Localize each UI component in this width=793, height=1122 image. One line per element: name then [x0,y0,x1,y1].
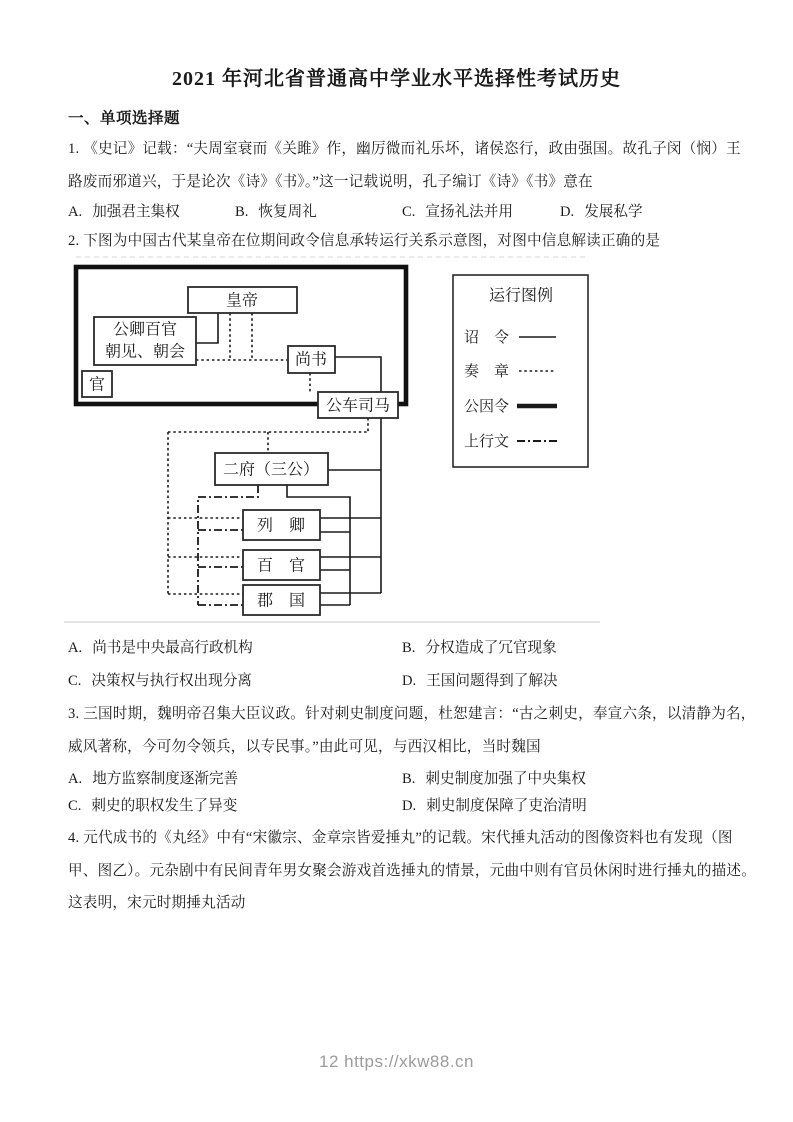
option-label: B. [402,640,416,656]
legend-title: 运行图例 [488,287,554,305]
option-text: 刺史制度加强了中央集权 [425,771,586,787]
q3-option-c [68,795,237,817]
option-text: 刺史制度保障了吏治清明 [426,798,587,814]
q3-option-a [68,768,238,790]
q3-line-1: 3. 三国时期，魏明帝召集大臣议政。针对刺史制度问题，杜恕建言：“古之刺史，奉宣六条，以清静为名， [68,706,756,722]
page-title: 2021 年河北省普通高中学业水平选择性考试历史 [172,68,621,90]
option-label: D. [560,204,575,220]
q4-line-3: 这表明，宋元时期捶丸活动 [68,895,246,911]
legend-item-zhaoling: 诏 令 [464,330,510,346]
node-junguo-label: 郡 国 [256,592,306,610]
q1-option-d [560,201,643,223]
q4-line-1: 4. 元代成书的《丸经》中有“宋徽宗、金章宗皆爱捶丸”的记载。宋代捶丸活动的图像资料也有发现（图 [68,830,733,846]
option-label: A. [68,771,83,787]
q2-option-b [402,637,557,659]
q1-line-2: 路废而邪道兴，于是论次《诗》《书》。”这一记载说明，孔子编订《诗》《书》意在 [68,174,593,190]
q1-line-1: 1. 《史记》记载：“夫周室衰而《关雎》作，幽厉微而礼乐坏，诸侯恣行，政由强国。故孔子闵（悯）王 [68,141,741,157]
option-text: 尚书是中央最高行政机构 [92,640,253,656]
option-text: 加强君主集权 [92,204,180,220]
q1-option-c [402,201,513,223]
edge-emperor-to-court [196,313,218,343]
node-guan-label: 官 [88,376,106,394]
node-shangshu-label: 尚书 [294,351,328,369]
page-footer: 12 https://xkw88.cn [318,1052,475,1071]
node-baiguan-label: 百 官 [256,557,306,575]
q1-option-b [235,201,317,223]
q2-option-d [402,670,558,692]
q3-option-b [402,768,586,790]
option-text: 宣扬礼法并用 [425,204,513,220]
option-label: D. [402,798,417,814]
q2-option-a [68,637,253,659]
node-gongche-label: 公车司马 [325,397,391,415]
option-text: 发展私学 [584,204,643,220]
node-court-label-line2: 朝见、朝会 [104,343,186,361]
option-text: 王国问题得到了解决 [426,673,558,689]
option-text: 分权造成了冗官现象 [425,640,557,656]
option-text: 恢复周礼 [258,204,317,220]
q2-option-c [68,670,252,692]
option-label: D. [402,673,417,689]
node-court-label-line1: 公卿百官 [112,321,178,339]
diagram-legend [453,275,588,467]
q2-stem: 2. 下图为中国古代某皇帝在位期间政令信息承转运行关系示意图，对图中信息解读正确的是 [68,233,661,249]
q4-line-2: 甲、图乙）。元杂剧中有民间青年男女聚会游戏首选捶丸的情景，元曲中则有官员休闲时进行捶丸的描述。 [68,863,757,879]
option-text: 地方监察制度逐渐完善 [92,771,239,787]
legend-item-zouzhang: 奏 章 [464,364,510,380]
q1-option-a [68,201,180,223]
q3-line-2: 威风著称，今可勿令领兵，以专民事。”由此可见，与西汉相比，当时魏国 [68,739,541,755]
option-text: 刺史的职权发生了异变 [91,798,238,814]
option-text: 决策权与执行权出现分离 [91,673,252,689]
node-emperor-label: 皇帝 [225,292,259,310]
legend-item-gongyinling: 公因令 [464,399,510,415]
option-label: C. [402,204,416,220]
option-label: A. [68,204,83,220]
option-label: B. [235,204,249,220]
option-label: A. [68,640,83,656]
node-lieqing-label: 列 卿 [256,517,306,535]
edge-shangshu-to-gongche [335,357,381,392]
section-heading: 一、单项选择题 [68,110,181,127]
legend-item-shangxingwen: 上行文 [464,434,510,450]
option-label: C. [68,798,82,814]
option-label: B. [402,771,416,787]
q2-flow-diagram [55,248,605,628]
option-label: C. [68,673,82,689]
node-erfu-label: 二府（三公） [222,461,320,479]
q3-option-d [402,795,587,817]
